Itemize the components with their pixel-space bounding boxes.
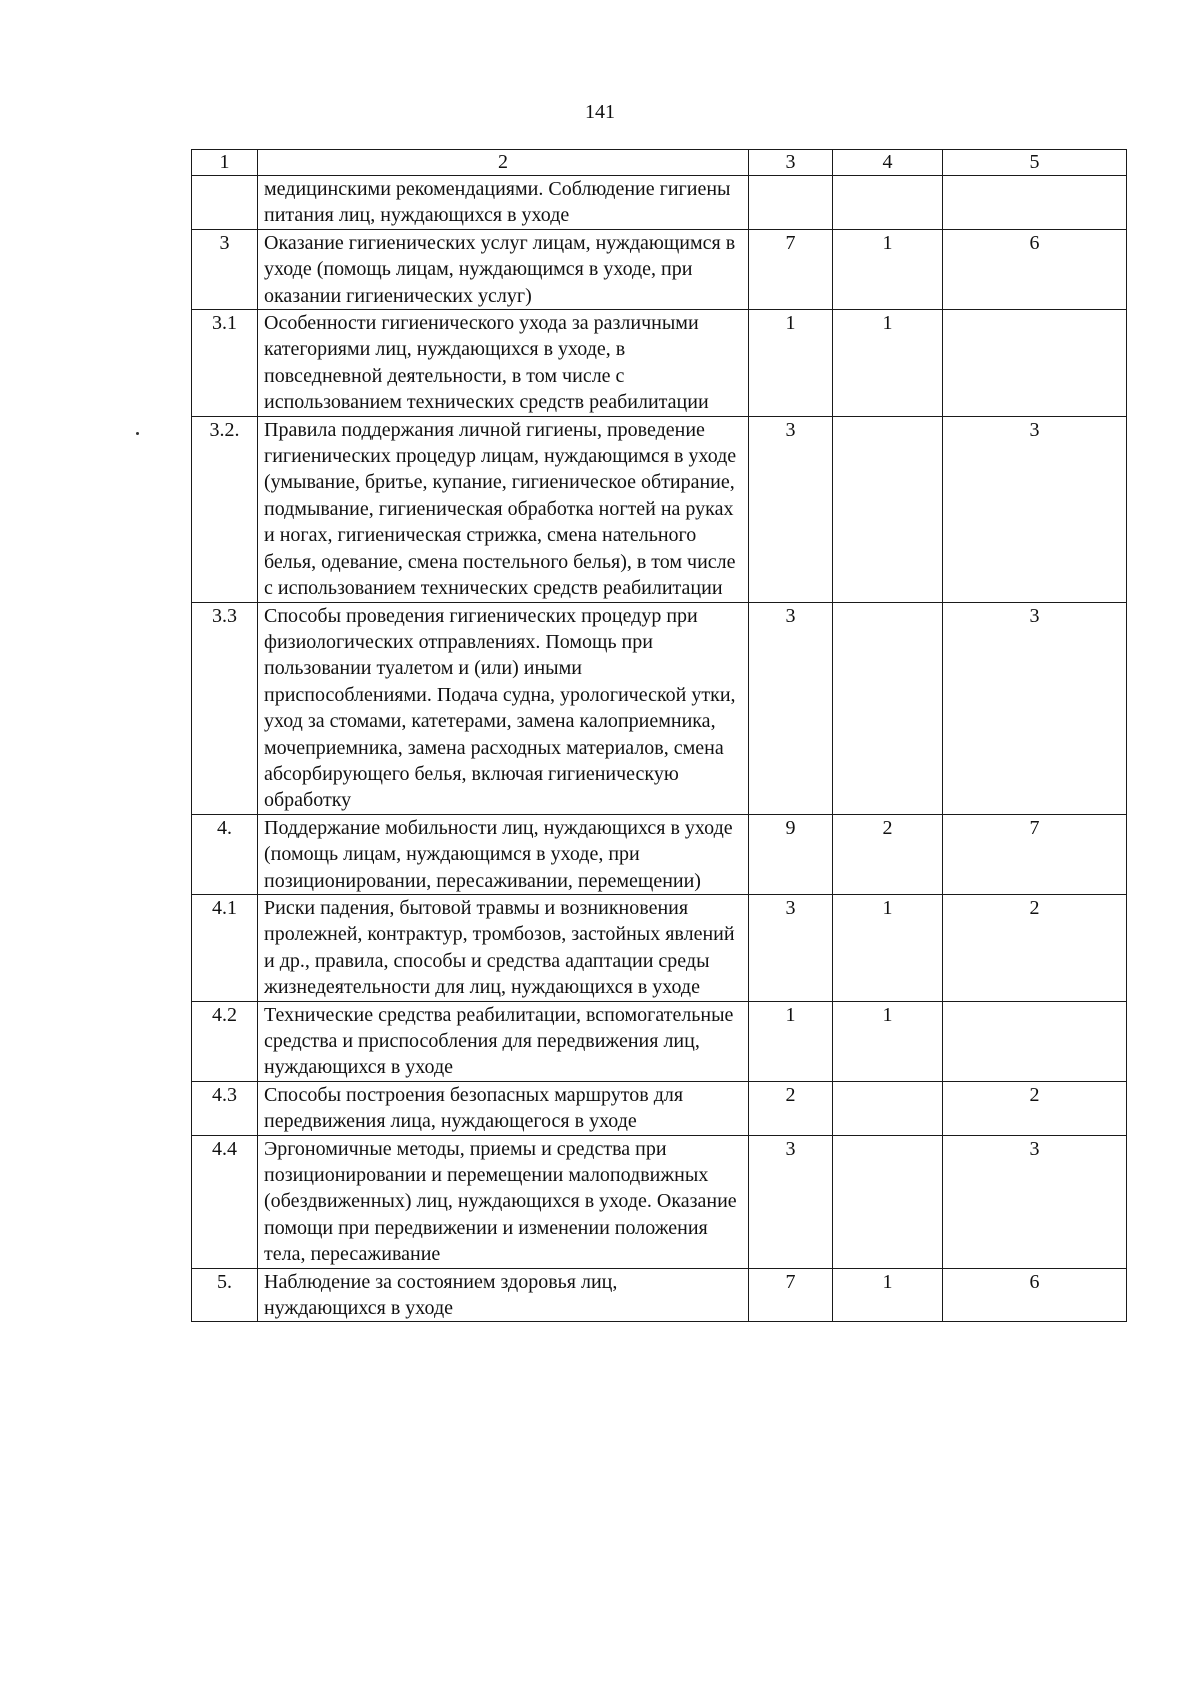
row-topic: Риски падения, бытовой травмы и возникновения пролежней, контрактур, тромбозов, застойных явлений и др., правила, способы и средства адаптации среды жизнедеятельности для лиц, нуждающихся в уходе — [258, 894, 749, 1001]
row-number: 4.3 — [192, 1081, 258, 1135]
row-col5-hours: 6 — [943, 1268, 1127, 1322]
row-total-hours: 3 — [749, 1135, 833, 1268]
row-col4-hours: 1 — [833, 310, 943, 417]
row-number: 5. — [192, 1268, 258, 1322]
row-col5-hours: 3 — [943, 1135, 1127, 1268]
table-row — [192, 1001, 1127, 1081]
curriculum-table — [191, 149, 1127, 1322]
row-col5-hours — [943, 310, 1127, 417]
row-col4-hours — [833, 602, 943, 814]
header-cell-1: 1 — [192, 150, 258, 176]
row-col4-hours: 1 — [833, 229, 943, 309]
row-total-hours — [749, 176, 833, 230]
row-topic: Оказание гигиенических услуг лицам, нуждающимся в уходе (помощь лицам, нуждающимся в уходе, при оказании гигиенических услуг) — [258, 229, 749, 309]
table-row — [192, 814, 1127, 894]
row-col5-hours: 6 — [943, 229, 1127, 309]
row-col5-hours: 7 — [943, 814, 1127, 894]
row-topic: Способы построения безопасных маршрутов для передвижения лица, нуждающегося в уходе — [258, 1081, 749, 1135]
row-total-hours: 1 — [749, 310, 833, 417]
row-topic: медицинскими рекомендациями. Соблюдение гигиены питания лиц, нуждающихся в уходе — [258, 176, 749, 230]
row-total-hours: 7 — [749, 229, 833, 309]
row-col5-hours: 3 — [943, 602, 1127, 814]
row-number — [192, 176, 258, 230]
table-row — [192, 1268, 1127, 1322]
row-number: 3.2. — [192, 416, 258, 602]
table-row — [192, 176, 1127, 230]
row-col5-hours — [943, 176, 1127, 230]
table-row — [192, 602, 1127, 814]
row-total-hours: 9 — [749, 814, 833, 894]
row-col4-hours: 1 — [833, 894, 943, 1001]
stray-mark — [136, 432, 139, 435]
row-topic: Наблюдение за состоянием здоровья лиц, нуждающихся в уходе — [258, 1268, 749, 1322]
row-col4-hours — [833, 416, 943, 602]
row-number: 4.2 — [192, 1001, 258, 1081]
row-col5-hours: 2 — [943, 894, 1127, 1001]
table-row — [192, 310, 1127, 417]
row-col5-hours: 3 — [943, 416, 1127, 602]
row-col4-hours: 1 — [833, 1001, 943, 1081]
row-col4-hours — [833, 176, 943, 230]
table-header-row — [192, 150, 1127, 176]
table-row — [192, 894, 1127, 1001]
header-cell-5: 5 — [943, 150, 1127, 176]
table-row — [192, 229, 1127, 309]
row-total-hours: 3 — [749, 894, 833, 1001]
row-total-hours: 1 — [749, 1001, 833, 1081]
row-col5-hours: 2 — [943, 1081, 1127, 1135]
row-number: 3.1 — [192, 310, 258, 417]
row-total-hours: 3 — [749, 602, 833, 814]
row-topic: Правила поддержания личной гигиены, проведение гигиенических процедур лицам, нуждающимся в уходе (умывание, бритье, купание, гигиеническое обтирание, подмывание, гигиеническая обработка ногтей на руках и ногах, гигиеническая стрижка, смена нательного белья, одевание, смена постельного белья), в том числе с использованием технических средств реабилитации — [258, 416, 749, 602]
row-total-hours: 2 — [749, 1081, 833, 1135]
row-total-hours: 7 — [749, 1268, 833, 1322]
header-cell-4: 4 — [833, 150, 943, 176]
row-number: 3.3 — [192, 602, 258, 814]
row-col4-hours — [833, 1081, 943, 1135]
page-number: 141 — [585, 101, 615, 123]
row-topic: Особенности гигиенического ухода за различными категориями лиц, нуждающихся в уходе, в повседневной деятельности, в том числе с использованием технических средств реабилитации — [258, 310, 749, 417]
header-cell-2: 2 — [258, 150, 749, 176]
row-total-hours: 3 — [749, 416, 833, 602]
row-number: 4.4 — [192, 1135, 258, 1268]
row-col4-hours: 2 — [833, 814, 943, 894]
row-topic: Поддержание мобильности лиц, нуждающихся в уходе (помощь лицам, нуждающимся в уходе, при позиционировании, пересаживании, перемещении) — [258, 814, 749, 894]
row-topic: Технические средства реабилитации, вспомогательные средства и приспособления для передвижения лиц, нуждающихся в уходе — [258, 1001, 749, 1081]
row-topic: Способы проведения гигиенических процедур при физиологических отправлениях. Помощь при пользовании туалетом и (или) иными приспособлениями. Подача судна, урологической утки, уход за стомами, катетерами, замена калоприемника, мочеприемника, замена расходных материалов, смена абсорбирующего белья, включая гигиеническую обработку — [258, 602, 749, 814]
header-cell-3: 3 — [749, 150, 833, 176]
row-col4-hours: 1 — [833, 1268, 943, 1322]
table-row — [192, 1081, 1127, 1135]
row-number: 4. — [192, 814, 258, 894]
row-topic: Эргономичные методы, приемы и средства при позиционировании и перемещении малоподвижных (обездвиженных) лиц, нуждающихся в уходе. Оказание помощи при передвижении и изменении положения тела, пересаживание — [258, 1135, 749, 1268]
table-row — [192, 1135, 1127, 1268]
row-number: 4.1 — [192, 894, 258, 1001]
row-col4-hours — [833, 1135, 943, 1268]
row-col5-hours — [943, 1001, 1127, 1081]
row-number: 3 — [192, 229, 258, 309]
table-row — [192, 416, 1127, 602]
